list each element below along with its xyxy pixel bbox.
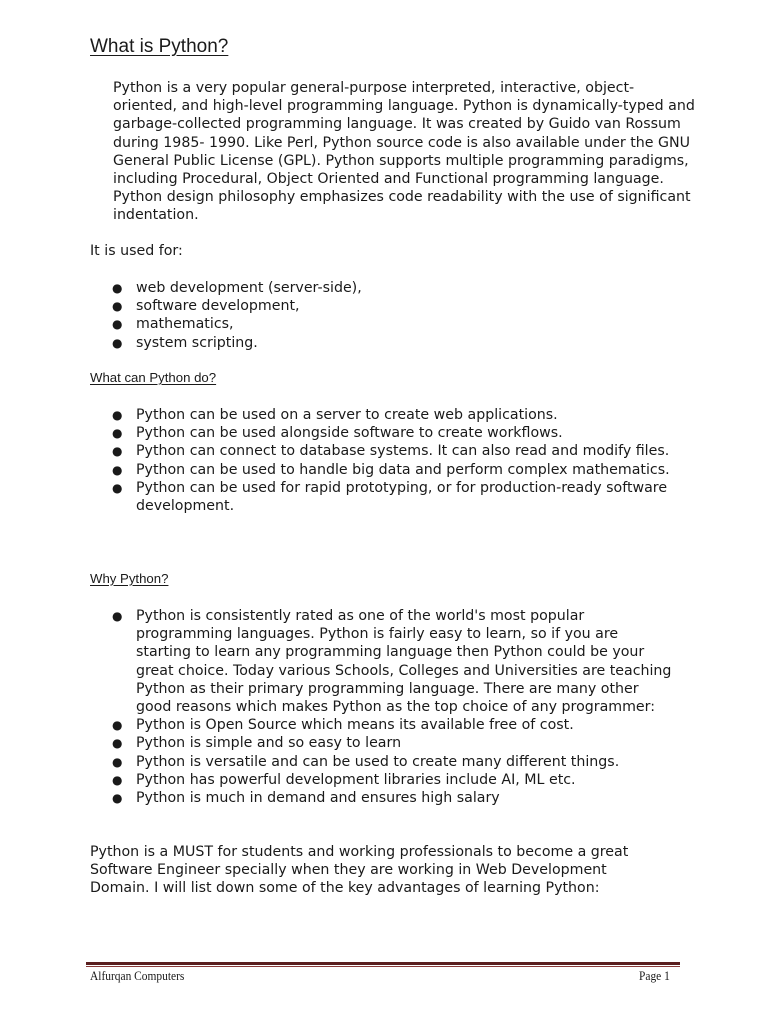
- list-item-text: Python can be used on a server to create web applications.: [136, 407, 558, 423]
- list-item-text: web development (server-side),: [136, 280, 362, 296]
- bullet-icon: ●: [112, 754, 123, 769]
- list-item-text: mathematics,: [136, 316, 234, 333]
- list-item: [0, 424, 676, 442]
- list-item-text: Python can be used alongside software to create workflows.: [136, 425, 563, 442]
- list-item-text: Python can connect to database systems. It can also read and modify files.: [136, 443, 670, 460]
- list-item-text: Python is consistently rated as one of the world's most popular programming languages. Python is fairly easy to learn, so if you are starting to learn any programming language then Python could be your great choice. Today various Schools, Colleges and Universities are teaching Python as their primary programming language. There are many other good reasons which makes Python as the top choice of any programmer:: [136, 608, 672, 716]
- bullet-icon: ●: [112, 462, 123, 477]
- list-item: [0, 771, 676, 789]
- footer-divider: [86, 962, 680, 965]
- list-item-text: Python is simple and so easy to learn: [136, 735, 402, 752]
- bullet-icon: ●: [112, 444, 123, 459]
- used-for-list: [0, 279, 676, 352]
- bullet-icon: ●: [112, 480, 123, 495]
- bullet-icon: ●: [112, 299, 123, 314]
- list-item-text: Python can be used for rapid prototyping, or for production-ready software development.: [136, 479, 668, 515]
- bullet-icon: ●: [112, 791, 123, 806]
- list-item-text: software development,: [136, 298, 300, 315]
- bullet-icon: ●: [112, 317, 123, 332]
- list-item: [0, 406, 676, 424]
- list-item: [0, 442, 676, 460]
- list-item: [0, 334, 676, 352]
- list-item: [0, 734, 676, 752]
- list-item: [0, 279, 676, 297]
- list-item: [0, 607, 676, 716]
- list-item-text: Python can be used to handle big data and perform complex mathematics.: [136, 461, 670, 478]
- list-item: [0, 753, 676, 771]
- bullet-icon: ●: [112, 718, 123, 733]
- intro-paragraph: Python is a very popular general-purpose interpreted, interactive, object-oriented, and high-level programming language. Python is dynamically-typed and garbage-collected programming language. It was created by Guido van Rossum during 1985- 1990. Like Perl, Python source code is also available under the GNU General Public License (GPL). Python supports multiple programming paradigms, including Procedural, Object Oriented and Functional programming language. Python design philosophy emphasizes code readability with the use of significant indentation.: [113, 80, 695, 224]
- what-can-list: [0, 406, 676, 515]
- list-item: [0, 461, 676, 479]
- list-item: [0, 297, 676, 315]
- why-python-heading: Why Python?: [90, 571, 169, 586]
- list-item: [0, 315, 676, 333]
- list-item-text: Python is versatile and can be used to create many different things.: [136, 753, 620, 770]
- closing-paragraph: Python is a MUST for students and working professionals to become a great Software Engineer specially when they are working in Web Development Domain. I will list down some of the key advantages of learning Python:: [90, 844, 629, 897]
- footer-divider-thin: [86, 966, 680, 967]
- bullet-icon: ●: [112, 772, 123, 787]
- list-item-text: system scripting.: [136, 334, 258, 351]
- bullet-icon: ●: [112, 408, 123, 422]
- bullet-icon: ●: [112, 609, 123, 623]
- footer-company: Alfurqan Computers: [90, 968, 185, 983]
- why-python-list: [0, 607, 676, 807]
- footer-page-number: Page 1: [639, 968, 670, 983]
- page-title: What is Python?: [90, 36, 229, 57]
- bullet-icon: ●: [112, 335, 123, 350]
- list-item: [0, 789, 676, 807]
- what-can-heading: What can Python do?: [90, 370, 217, 385]
- list-item-text: Python is Open Source which means its available free of cost.: [136, 717, 574, 734]
- list-item: [0, 479, 676, 515]
- list-item: [0, 716, 676, 734]
- list-item-text: Python is much in demand and ensures high salary: [136, 790, 500, 807]
- bullet-icon: ●: [112, 281, 123, 295]
- used-for-heading: It is used for:: [90, 243, 183, 259]
- list-item-text: Python has powerful development libraries include AI, ML etc.: [136, 771, 576, 788]
- bullet-icon: ●: [112, 736, 123, 751]
- bullet-icon: ●: [112, 426, 123, 441]
